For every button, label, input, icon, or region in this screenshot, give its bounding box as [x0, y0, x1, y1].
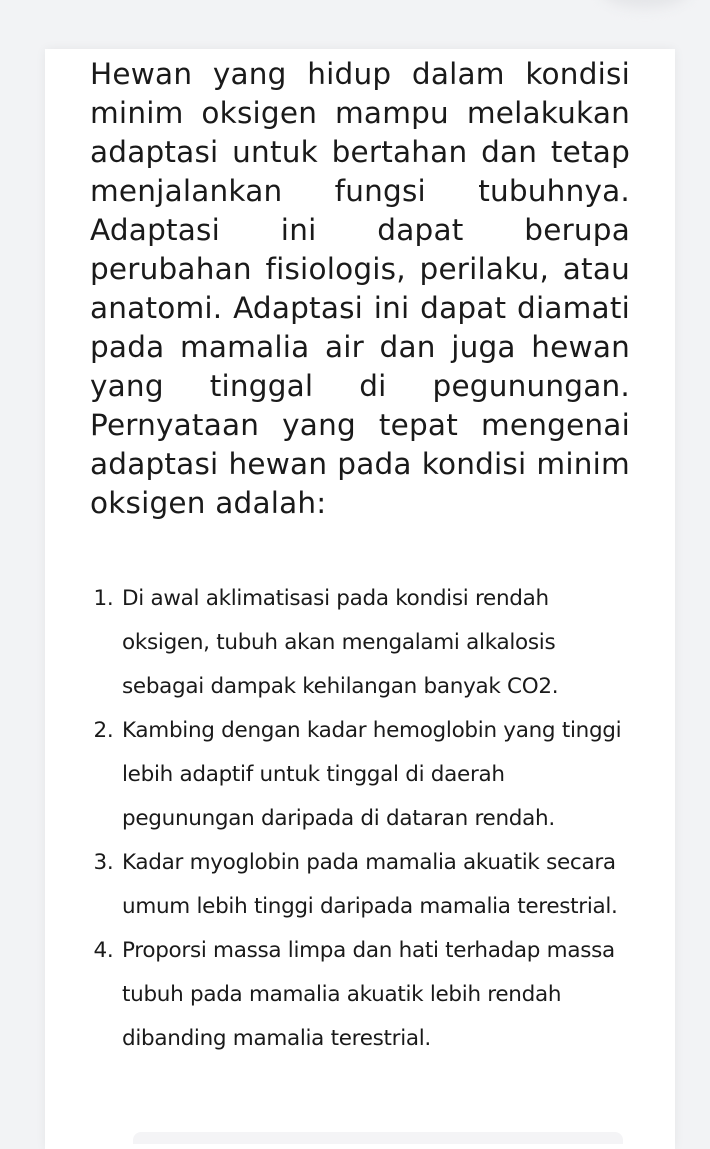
statement-text: Kambing dengan kadar hemoglobin yang tinggi lebih adaptif untuk tinggal di daerah pegunungan daripada di dataran rendah.	[122, 718, 622, 831]
statement-text: Proporsi massa limpa dan hati terhadap massa tubuh pada mamalia akuatik lebih rendah dibanding mamalia terestrial.	[122, 938, 615, 1051]
statement-number: 3.	[93, 850, 114, 875]
statement-number: 1.	[93, 586, 114, 611]
statement-number: 2.	[93, 718, 114, 743]
statement-number: 4.	[93, 938, 114, 963]
statement-item	[90, 709, 630, 841]
statement-item	[90, 577, 630, 709]
next-element-edge	[133, 1132, 623, 1144]
statement-text: Kadar myoglobin pada mamalia akuatik secara umum lebih tinggi daripada mamalia terestrial.	[122, 850, 618, 919]
statement-text: Di awal aklimatisasi pada kondisi rendah oksigen, tubuh akan mengalami alkalosis sebagai dampak kehilangan banyak CO2.	[122, 586, 559, 699]
statement-item	[90, 841, 630, 929]
statement-item	[90, 929, 630, 1061]
statement-list	[90, 577, 630, 1061]
question-paragraph: Hewan yang hidup dalam kondisi minim oksigen mampu melakukan adaptasi untuk bertahan dan tetap menjalankan fungsi tubuhnya. Adaptasi ini dapat berupa perubahan fisiologis, perilaku, atau anatomi. Adaptasi ini dapat diamati pada mamalia air dan juga hewan yang tinggal di pegunungan. Pernyataan yang tepat mengenai adaptasi hewan pada kondisi minim oksigen adalah:	[90, 57, 630, 520]
top-edge-shadow	[600, 0, 690, 8]
question-card	[45, 49, 675, 1149]
